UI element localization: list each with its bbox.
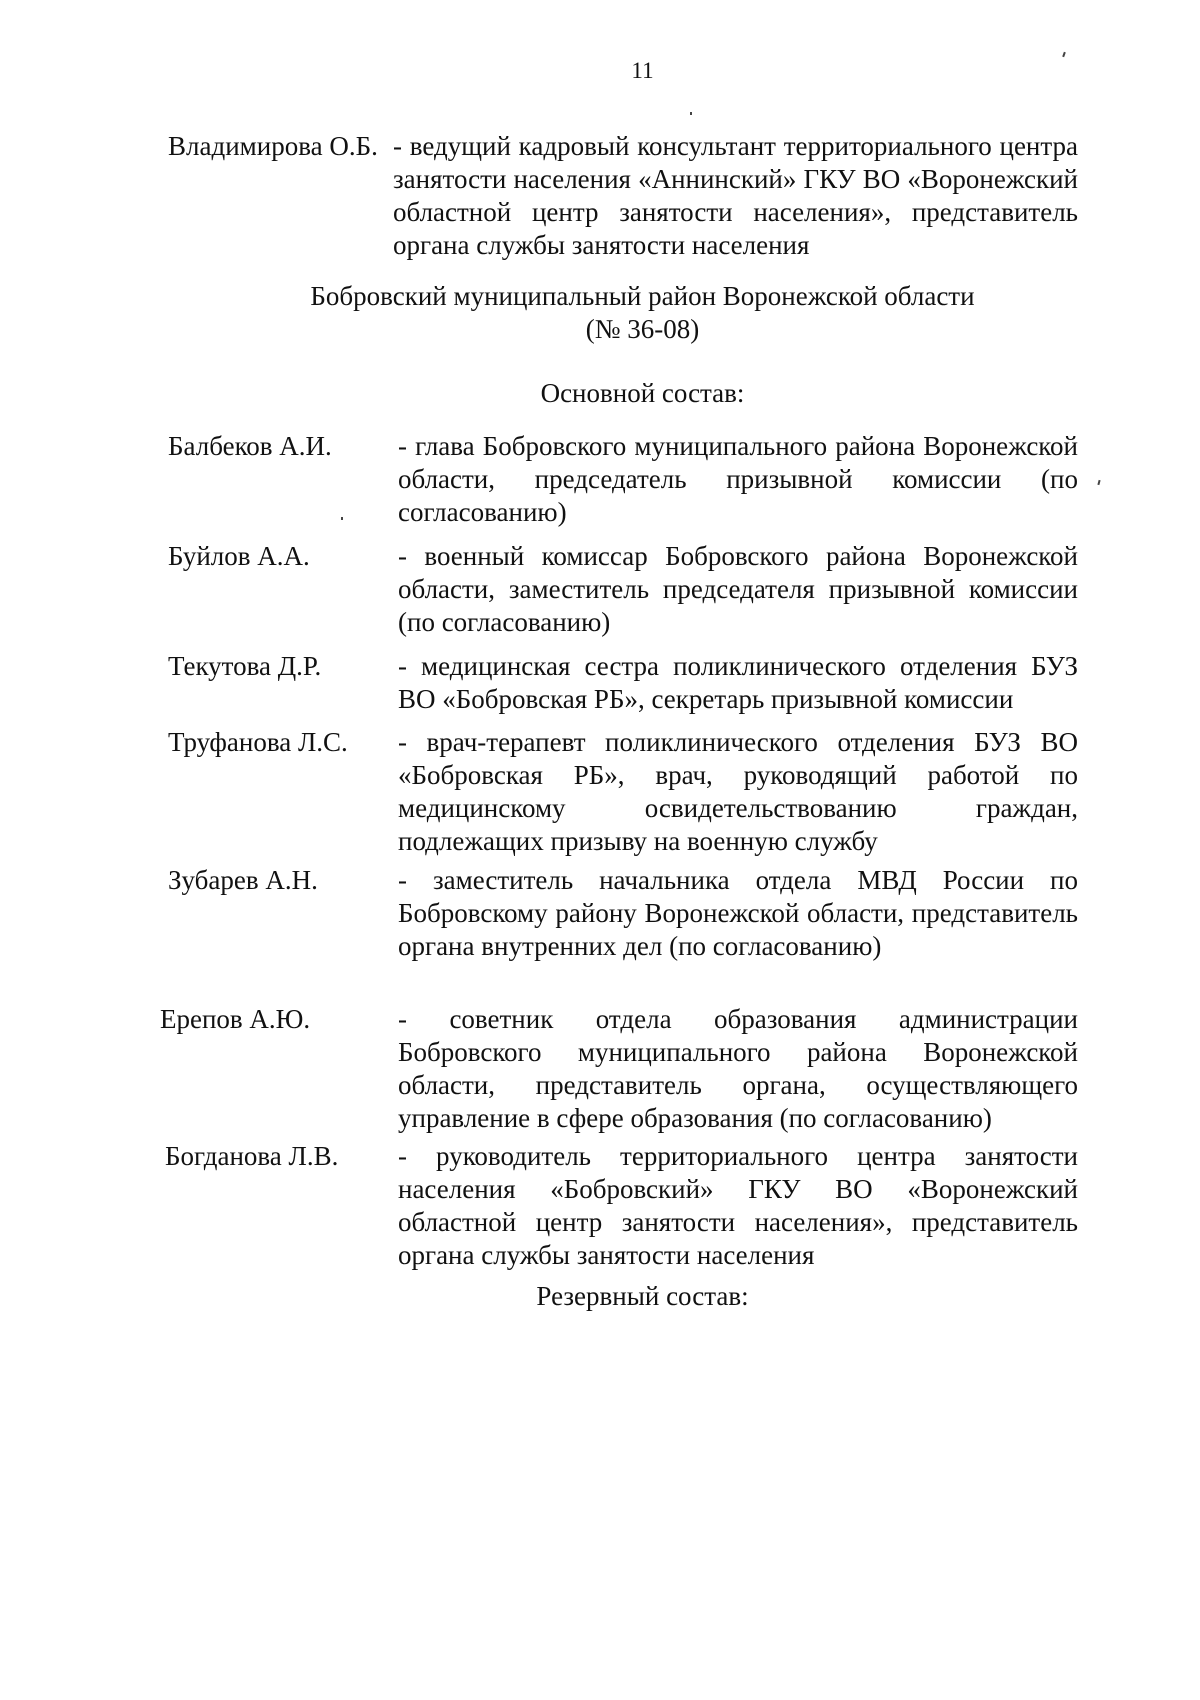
reserve-composition-heading: Резервный состав: — [536, 1281, 749, 1311]
member-name: Зубарев А.Н. — [168, 865, 318, 895]
member-name: Балбеков А.И. — [168, 431, 332, 461]
scan-speck — [1097, 480, 1100, 485]
scan-speck — [1062, 52, 1066, 57]
scan-speck — [690, 112, 692, 115]
member-row — [160, 1003, 1078, 1135]
member-role: - заместитель начальника отдела МВД России по Бобровскому району Воронежской области, представитель органа внутренних дел (по согласованию) — [398, 865, 1078, 961]
member-role: - руководитель территориального центра занятости населения «Бобровский» ГКУ ВО «Воронежский областной центр занятости населения», представитель органа службы занятости населения — [398, 1141, 1078, 1270]
member-row — [168, 726, 1078, 858]
member-row — [168, 864, 1078, 963]
member-name: Буйлов А.А. — [168, 541, 310, 571]
member-role: - врач-терапевт поликлинического отделения БУЗ ВО «Бобровская РБ», врач, руководящий работой по медицинскому освидетельствованию граждан, подлежащих призыву на военную службу — [398, 727, 1078, 856]
member-role: - советник отдела образования администрации Бобровского муниципального района Воронежской области, представитель органа, осуществляющего управление в сфере образования (по согласованию) — [398, 1004, 1078, 1133]
member-name: Труфанова Л.С. — [168, 727, 348, 757]
member-name: Текутова Д.Р. — [168, 651, 322, 681]
top-entry — [168, 130, 1078, 262]
district-title: Бобровский муниципальный район Воронежской области — [310, 281, 975, 311]
member-role: - ведущий кадровый консультант территориального центра занятости населения «Аннинский» ГКУ ВО «Воронежский областной центр занятости населения», представитель органа службы занятости населения — [393, 131, 1078, 260]
member-name: Богданова Л.В. — [165, 1141, 339, 1171]
member-row — [168, 540, 1078, 639]
member-row — [168, 430, 1078, 529]
scan-speck — [341, 517, 343, 520]
member-role: - глава Бобровского муниципального района Воронежской области, председатель призывной комиссии (по согласованию) — [398, 431, 1078, 527]
page-number: 11 — [631, 58, 654, 83]
district-code: (№ 36-08) — [585, 314, 700, 344]
main-composition-heading: Основной состав: — [540, 378, 745, 408]
member-name: Ерепов А.Ю. — [160, 1004, 311, 1034]
member-role: - военный комиссар Бобровского района Воронежской области, заместитель председателя призывной комиссии (по согласованию) — [398, 541, 1078, 637]
member-row — [165, 1140, 1078, 1272]
member-role: - медицинская сестра поликлинического отделения БУЗ ВО «Бобровская РБ», секретарь призывной комиссии — [398, 651, 1078, 714]
member-name: Владимирова О.Б. — [168, 131, 378, 161]
member-row — [168, 650, 1078, 716]
